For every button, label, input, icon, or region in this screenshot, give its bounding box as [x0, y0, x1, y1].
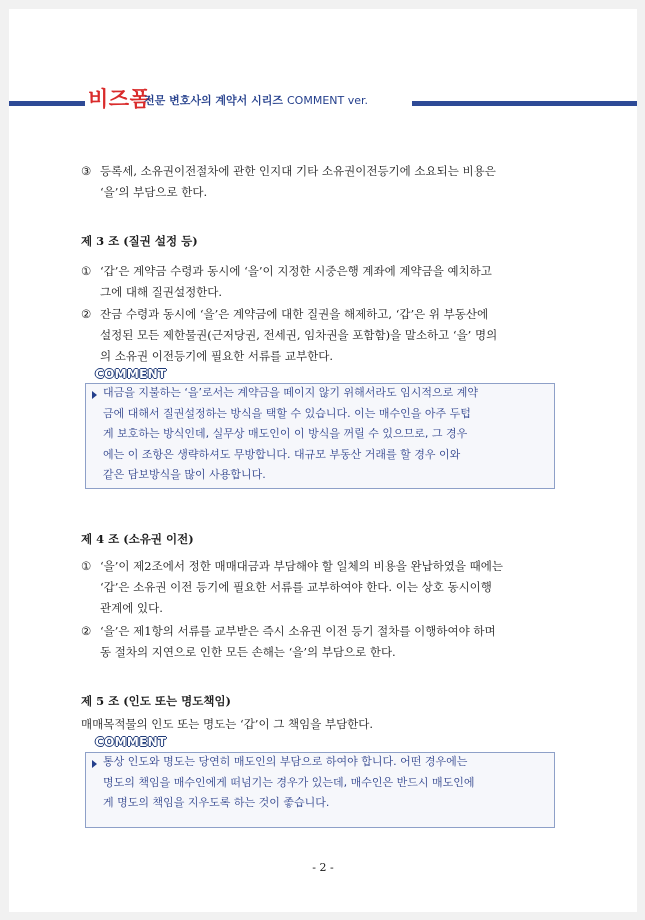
- item-number: ②: [81, 624, 92, 638]
- clause-line: 그에 대해 질권설정한다.: [100, 285, 223, 299]
- item-number: ①: [81, 264, 92, 278]
- clause-line: 동 절차의 지연으로 인한 모든 손해는 ‘을’의 부담으로 한다.: [100, 645, 396, 659]
- item-number: ③: [81, 164, 92, 178]
- comment-line: 같은 담보방식을 많이 사용합니다.: [103, 468, 266, 481]
- clause-line: 매매목적물의 인도 또는 명도는 ‘갑’이 그 책임을 부담한다.: [81, 717, 374, 731]
- article-4-title: 제 4 조 (소유권 이전): [81, 532, 194, 546]
- header-rule-left: [9, 101, 85, 106]
- clause-line: 관계에 있다.: [100, 601, 163, 615]
- clause-line: ‘갑’은 소유권 이전 등기에 필요한 서류를 교부하여야 한다. 이는 상호 동시이행: [100, 580, 492, 594]
- clause-line: ‘을’의 부담으로 한다.: [100, 185, 208, 199]
- comment-line: 명도의 책임을 매수인에게 떠넘기는 경우가 있는데, 매수인은 반드시 매도인에: [103, 776, 475, 789]
- clause-line: 설정된 모든 제한물권(근저당권, 전세권, 임차권을 포함함)을 말소하고 ‘을’ 명의: [100, 328, 498, 342]
- comment-line: 대금을 지불하는 ‘을’로서는 계약금을 떼이지 않기 위해서라도 임시적으로 계약: [103, 386, 478, 399]
- document-page: [9, 9, 637, 912]
- comment-line: 통상 인도와 명도는 당연히 매도인의 부담으로 하여야 합니다. 어떤 경우에는: [103, 755, 468, 768]
- comment-line: 에는 이 조항은 생략하셔도 무방합니다. 대규모 부동산 거래를 할 경우 이와: [103, 448, 461, 461]
- clause-line: 등록세, 소유권이전절차에 관한 인지대 기타 소유권이전등기에 소요되는 비용은: [100, 164, 496, 178]
- clause-line: ‘을’이 제2조에서 정한 매매대금과 부담해야 할 일체의 비용을 완납하였을 때에는: [100, 559, 504, 573]
- article-3-title: 제 3 조 (질권 설정 등): [81, 234, 198, 248]
- series-title: [144, 92, 368, 108]
- clause-line: ‘갑’은 계약금 수령과 동시에 ‘을’이 지정한 시중은행 계좌에 계약금을 예치하고: [100, 264, 492, 278]
- clause-line: 잔금 수령과 동시에 ‘을’은 계약금에 대한 질권을 해제하고, ‘갑’은 위 부동산에: [100, 307, 489, 321]
- clause-line: ‘을’은 제1항의 서류를 교부받은 즉시 소유권 이전 등기 절차를 이행하여야 하며: [100, 624, 496, 638]
- arrow-right-icon: [92, 391, 97, 399]
- comment-line: 금에 대해서 질권설정하는 방식을 택할 수 있습니다. 이는 매수인을 아주 두텁: [103, 407, 471, 420]
- page-header: [9, 87, 637, 111]
- header-rule-right: [412, 101, 637, 106]
- page-number: - 2 -: [312, 861, 334, 874]
- clause-line: 의 소유권 이전등기에 필요한 서류를 교부한다.: [100, 349, 334, 363]
- comment-box: [85, 752, 555, 828]
- comment-label: COMMENT: [95, 367, 167, 381]
- item-number: ②: [81, 307, 92, 321]
- series-title-en: COMMENT ver.: [287, 94, 369, 107]
- arrow-right-icon: [92, 760, 97, 768]
- series-title-ko: 전문 변호사의 계약서 시리즈: [144, 94, 283, 107]
- brand-logo: 비즈폼: [88, 87, 151, 111]
- comment-box: [85, 383, 555, 489]
- article-5-title: 제 5 조 (인도 또는 명도책임): [81, 694, 231, 708]
- item-number: ①: [81, 559, 92, 573]
- comment-line: 게 명도의 책임을 지우도록 하는 것이 좋습니다.: [103, 796, 330, 809]
- comment-line: 게 보호하는 방식인데, 실무상 매도인이 이 방식을 꺼릴 수 있으므로, 그 경우: [103, 427, 468, 440]
- comment-label: COMMENT: [95, 735, 167, 749]
